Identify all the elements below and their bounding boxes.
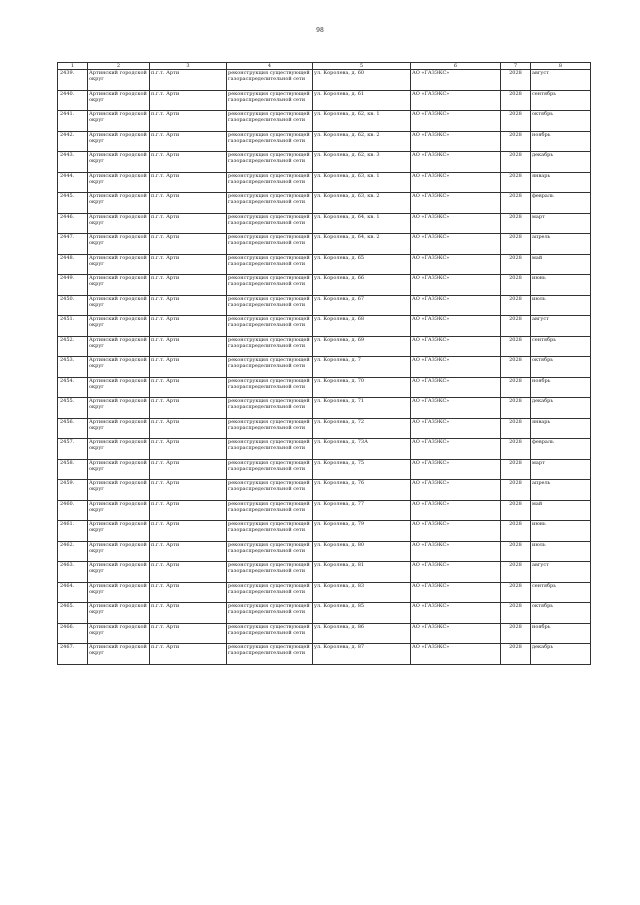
column-header: 2 bbox=[88, 63, 150, 70]
organization-cell: АО «ГАЗЭКС» bbox=[411, 172, 501, 193]
district-cell: Артинский городской округ bbox=[88, 521, 150, 542]
month-cell: август bbox=[531, 316, 591, 337]
month-cell: август bbox=[531, 562, 591, 583]
district-cell: Артинский городской округ bbox=[88, 644, 150, 665]
district-cell: Артинский городской округ bbox=[88, 275, 150, 296]
organization-cell: АО «ГАЗЭКС» bbox=[411, 541, 501, 562]
settlement-cell: п.г.т. Арти bbox=[150, 193, 227, 214]
year-cell: 2028 bbox=[501, 234, 531, 255]
table-row bbox=[58, 316, 591, 337]
settlement-cell: п.г.т. Арти bbox=[150, 295, 227, 316]
table-row bbox=[58, 377, 591, 398]
row-number-cell: 2451. bbox=[58, 316, 88, 337]
organization-cell: АО «ГАЗЭКС» bbox=[411, 439, 501, 460]
settlement-cell: п.г.т. Арти bbox=[150, 316, 227, 337]
address-cell: ул. Королева, д. 72 bbox=[313, 418, 411, 439]
row-number-cell: 2467. bbox=[58, 644, 88, 665]
organization-cell: АО «ГАЗЭКС» bbox=[411, 111, 501, 132]
work-type-cell: реконструкция существующей газораспределительной сети bbox=[227, 336, 313, 357]
settlement-cell: п.г.т. Арти bbox=[150, 644, 227, 665]
table-row bbox=[58, 254, 591, 275]
settlement-cell: п.г.т. Арти bbox=[150, 152, 227, 173]
month-cell: май bbox=[531, 254, 591, 275]
address-cell: ул. Королева, д. 73А bbox=[313, 439, 411, 460]
table-row bbox=[58, 275, 591, 296]
work-type-cell: реконструкция существующей газораспределительной сети bbox=[227, 254, 313, 275]
district-cell: Артинский городской округ bbox=[88, 111, 150, 132]
year-cell: 2028 bbox=[501, 562, 531, 583]
organization-cell: АО «ГАЗЭКС» bbox=[411, 398, 501, 419]
organization-cell: АО «ГАЗЭКС» bbox=[411, 152, 501, 173]
work-type-cell: реконструкция существующей газораспределительной сети bbox=[227, 562, 313, 583]
year-cell: 2028 bbox=[501, 213, 531, 234]
year-cell: 2028 bbox=[501, 644, 531, 665]
address-cell: ул. Королева, д. 81 bbox=[313, 562, 411, 583]
month-cell: ноябрь bbox=[531, 131, 591, 152]
settlement-cell: п.г.т. Арти bbox=[150, 623, 227, 644]
work-type-cell: реконструкция существующей газораспределительной сети bbox=[227, 603, 313, 624]
table-body bbox=[58, 70, 591, 665]
page-number: 98 bbox=[316, 27, 324, 34]
work-type-cell: реконструкция существующей газораспределительной сети bbox=[227, 500, 313, 521]
month-cell: январь bbox=[531, 172, 591, 193]
table-row bbox=[58, 172, 591, 193]
month-cell: ноябрь bbox=[531, 377, 591, 398]
row-number-cell: 2462. bbox=[58, 541, 88, 562]
settlement-cell: п.г.т. Арти bbox=[150, 459, 227, 480]
settlement-cell: п.г.т. Арти bbox=[150, 500, 227, 521]
district-cell: Артинский городской округ bbox=[88, 70, 150, 91]
address-cell: ул. Королева, д. 75 bbox=[313, 459, 411, 480]
district-cell: Артинский городской округ bbox=[88, 295, 150, 316]
table-row bbox=[58, 562, 591, 583]
year-cell: 2028 bbox=[501, 336, 531, 357]
year-cell: 2028 bbox=[501, 459, 531, 480]
settlement-cell: п.г.т. Арти bbox=[150, 213, 227, 234]
table-row bbox=[58, 398, 591, 419]
organization-cell: АО «ГАЗЭКС» bbox=[411, 603, 501, 624]
table-row bbox=[58, 234, 591, 255]
address-cell: ул. Королева, д. 62, кв. 2 bbox=[313, 131, 411, 152]
organization-cell: АО «ГАЗЭКС» bbox=[411, 500, 501, 521]
organization-cell: АО «ГАЗЭКС» bbox=[411, 254, 501, 275]
address-cell: ул. Королева, д. 64, кв. 1 bbox=[313, 213, 411, 234]
district-cell: Артинский городской округ bbox=[88, 459, 150, 480]
table-row bbox=[58, 336, 591, 357]
month-cell: октябрь bbox=[531, 357, 591, 378]
table-row bbox=[58, 459, 591, 480]
table-row bbox=[58, 439, 591, 460]
work-type-cell: реконструкция существующей газораспределительной сети bbox=[227, 644, 313, 665]
row-number-cell: 2453. bbox=[58, 357, 88, 378]
address-cell: ул. Королева, д. 62, кв. 3 bbox=[313, 152, 411, 173]
year-cell: 2028 bbox=[501, 254, 531, 275]
address-cell: ул. Королева, д. 77 bbox=[313, 500, 411, 521]
address-cell: ул. Королева, д. 85 bbox=[313, 603, 411, 624]
organization-cell: АО «ГАЗЭКС» bbox=[411, 480, 501, 501]
work-type-cell: реконструкция существующей газораспределительной сети bbox=[227, 193, 313, 214]
table-row bbox=[58, 418, 591, 439]
organization-cell: АО «ГАЗЭКС» bbox=[411, 644, 501, 665]
row-number-cell: 2455. bbox=[58, 398, 88, 419]
work-type-cell: реконструкция существующей газораспределительной сети bbox=[227, 541, 313, 562]
settlement-cell: п.г.т. Арти bbox=[150, 275, 227, 296]
district-cell: Артинский городской округ bbox=[88, 418, 150, 439]
district-cell: Артинский городской округ bbox=[88, 357, 150, 378]
work-type-cell: реконструкция существующей газораспределительной сети bbox=[227, 418, 313, 439]
district-cell: Артинский городской округ bbox=[88, 603, 150, 624]
organization-cell: АО «ГАЗЭКС» bbox=[411, 316, 501, 337]
month-cell: апрель bbox=[531, 234, 591, 255]
row-number-cell: 2461. bbox=[58, 521, 88, 542]
year-cell: 2028 bbox=[501, 521, 531, 542]
work-type-cell: реконструкция существующей газораспределительной сети bbox=[227, 70, 313, 91]
address-cell: ул. Королева, д. 86 bbox=[313, 623, 411, 644]
column-header: 4 bbox=[227, 63, 313, 70]
year-cell: 2028 bbox=[501, 377, 531, 398]
year-cell: 2028 bbox=[501, 582, 531, 603]
address-cell: ул. Королева, д. 65 bbox=[313, 254, 411, 275]
address-cell: ул. Королева, д. 66 bbox=[313, 275, 411, 296]
address-cell: ул. Королева, д. 63, кв. 1 bbox=[313, 172, 411, 193]
row-number-cell: 2454. bbox=[58, 377, 88, 398]
settlement-cell: п.г.т. Арти bbox=[150, 398, 227, 419]
table-row bbox=[58, 644, 591, 665]
row-number-cell: 2442. bbox=[58, 131, 88, 152]
organization-cell: АО «ГАЗЭКС» bbox=[411, 623, 501, 644]
address-cell: ул. Королева, д. 83 bbox=[313, 582, 411, 603]
row-number-cell: 2446. bbox=[58, 213, 88, 234]
year-cell: 2028 bbox=[501, 480, 531, 501]
district-cell: Артинский городской округ bbox=[88, 193, 150, 214]
year-cell: 2028 bbox=[501, 500, 531, 521]
table-row bbox=[58, 152, 591, 173]
settlement-cell: п.г.т. Арти bbox=[150, 541, 227, 562]
district-cell: Артинский городской округ bbox=[88, 316, 150, 337]
settlement-cell: п.г.т. Арти bbox=[150, 562, 227, 583]
district-cell: Артинский городской округ bbox=[88, 254, 150, 275]
row-number-cell: 2445. bbox=[58, 193, 88, 214]
month-cell: сентябрь bbox=[531, 582, 591, 603]
row-number-cell: 2439. bbox=[58, 70, 88, 91]
row-number-cell: 2447. bbox=[58, 234, 88, 255]
month-cell: август bbox=[531, 70, 591, 91]
column-header: 3 bbox=[150, 63, 227, 70]
address-cell: ул. Королева, д. 87 bbox=[313, 644, 411, 665]
settlement-cell: п.г.т. Арти bbox=[150, 234, 227, 255]
row-number-cell: 2456. bbox=[58, 418, 88, 439]
month-cell: декабрь bbox=[531, 398, 591, 419]
work-type-cell: реконструкция существующей газораспределительной сети bbox=[227, 357, 313, 378]
organization-cell: АО «ГАЗЭКС» bbox=[411, 275, 501, 296]
settlement-cell: п.г.т. Арти bbox=[150, 418, 227, 439]
work-type-cell: реконструкция существующей газораспределительной сети bbox=[227, 172, 313, 193]
settlement-cell: п.г.т. Арти bbox=[150, 521, 227, 542]
organization-cell: АО «ГАЗЭКС» bbox=[411, 131, 501, 152]
table-row bbox=[58, 90, 591, 111]
month-cell: февраль bbox=[531, 193, 591, 214]
organization-cell: АО «ГАЗЭКС» bbox=[411, 459, 501, 480]
organization-cell: АО «ГАЗЭКС» bbox=[411, 295, 501, 316]
district-cell: Артинский городской округ bbox=[88, 377, 150, 398]
district-cell: Артинский городской округ bbox=[88, 131, 150, 152]
row-number-cell: 2465. bbox=[58, 603, 88, 624]
work-type-cell: реконструкция существующей газораспределительной сети bbox=[227, 480, 313, 501]
work-type-cell: реконструкция существующей газораспределительной сети bbox=[227, 582, 313, 603]
settlement-cell: п.г.т. Арти bbox=[150, 111, 227, 132]
table-row bbox=[58, 603, 591, 624]
district-cell: Артинский городской округ bbox=[88, 172, 150, 193]
address-cell: ул. Королева, д. 79 bbox=[313, 521, 411, 542]
month-cell: октябрь bbox=[531, 111, 591, 132]
year-cell: 2028 bbox=[501, 623, 531, 644]
column-number-row bbox=[58, 63, 591, 70]
address-cell: ул. Королева, д. 7 bbox=[313, 357, 411, 378]
table-row bbox=[58, 582, 591, 603]
district-cell: Артинский городской округ bbox=[88, 439, 150, 460]
address-cell: ул. Королева, д. 64, кв. 2 bbox=[313, 234, 411, 255]
month-cell: июль bbox=[531, 541, 591, 562]
organization-cell: АО «ГАЗЭКС» bbox=[411, 234, 501, 255]
row-number-cell: 2448. bbox=[58, 254, 88, 275]
district-cell: Артинский городской округ bbox=[88, 90, 150, 111]
column-header: 8 bbox=[531, 63, 591, 70]
row-number-cell: 2457. bbox=[58, 439, 88, 460]
settlement-cell: п.г.т. Арти bbox=[150, 480, 227, 501]
work-type-cell: реконструкция существующей газораспределительной сети bbox=[227, 111, 313, 132]
table-row bbox=[58, 70, 591, 91]
work-type-cell: реконструкция существующей газораспределительной сети bbox=[227, 234, 313, 255]
row-number-cell: 2452. bbox=[58, 336, 88, 357]
table-row bbox=[58, 193, 591, 214]
organization-cell: АО «ГАЗЭКС» bbox=[411, 418, 501, 439]
settlement-cell: п.г.т. Арти bbox=[150, 603, 227, 624]
work-type-cell: реконструкция существующей газораспределительной сети bbox=[227, 316, 313, 337]
year-cell: 2028 bbox=[501, 603, 531, 624]
month-cell: март bbox=[531, 213, 591, 234]
settlement-cell: п.г.т. Арти bbox=[150, 377, 227, 398]
gas-network-table bbox=[57, 62, 591, 665]
settlement-cell: п.г.т. Арти bbox=[150, 357, 227, 378]
address-cell: ул. Королева, д. 63, кв. 2 bbox=[313, 193, 411, 214]
address-cell: ул. Королева, д. 62, кв. 1 bbox=[313, 111, 411, 132]
row-number-cell: 2441. bbox=[58, 111, 88, 132]
year-cell: 2028 bbox=[501, 111, 531, 132]
year-cell: 2028 bbox=[501, 541, 531, 562]
district-cell: Артинский городской округ bbox=[88, 152, 150, 173]
year-cell: 2028 bbox=[501, 275, 531, 296]
row-number-cell: 2463. bbox=[58, 562, 88, 583]
address-cell: ул. Королева, д. 76 bbox=[313, 480, 411, 501]
table-row bbox=[58, 623, 591, 644]
year-cell: 2028 bbox=[501, 152, 531, 173]
table-row bbox=[58, 295, 591, 316]
year-cell: 2028 bbox=[501, 439, 531, 460]
address-cell: ул. Королева, д. 60 bbox=[313, 70, 411, 91]
work-type-cell: реконструкция существующей газораспределительной сети bbox=[227, 275, 313, 296]
row-number-cell: 2466. bbox=[58, 623, 88, 644]
month-cell: март bbox=[531, 459, 591, 480]
row-number-cell: 2443. bbox=[58, 152, 88, 173]
year-cell: 2028 bbox=[501, 131, 531, 152]
table-row bbox=[58, 357, 591, 378]
organization-cell: АО «ГАЗЭКС» bbox=[411, 213, 501, 234]
work-type-cell: реконструкция существующей газораспределительной сети bbox=[227, 623, 313, 644]
organization-cell: АО «ГАЗЭКС» bbox=[411, 377, 501, 398]
address-cell: ул. Королева, д. 80 bbox=[313, 541, 411, 562]
address-cell: ул. Королева, д. 68 bbox=[313, 316, 411, 337]
month-cell: октябрь bbox=[531, 603, 591, 624]
row-number-cell: 2458. bbox=[58, 459, 88, 480]
year-cell: 2028 bbox=[501, 90, 531, 111]
row-number-cell: 2450. bbox=[58, 295, 88, 316]
month-cell: июнь bbox=[531, 521, 591, 542]
organization-cell: АО «ГАЗЭКС» bbox=[411, 336, 501, 357]
work-type-cell: реконструкция существующей газораспределительной сети bbox=[227, 295, 313, 316]
month-cell: декабрь bbox=[531, 644, 591, 665]
month-cell: январь bbox=[531, 418, 591, 439]
settlement-cell: п.г.т. Арти bbox=[150, 131, 227, 152]
district-cell: Артинский городской округ bbox=[88, 480, 150, 501]
organization-cell: АО «ГАЗЭКС» bbox=[411, 357, 501, 378]
work-type-cell: реконструкция существующей газораспределительной сети bbox=[227, 439, 313, 460]
address-cell: ул. Королева, д. 61 bbox=[313, 90, 411, 111]
year-cell: 2028 bbox=[501, 295, 531, 316]
organization-cell: АО «ГАЗЭКС» bbox=[411, 70, 501, 91]
year-cell: 2028 bbox=[501, 172, 531, 193]
column-header: 7 bbox=[501, 63, 531, 70]
year-cell: 2028 bbox=[501, 316, 531, 337]
month-cell: апрель bbox=[531, 480, 591, 501]
table-row bbox=[58, 521, 591, 542]
district-cell: Артинский городской округ bbox=[88, 336, 150, 357]
settlement-cell: п.г.т. Арти bbox=[150, 439, 227, 460]
table-row bbox=[58, 500, 591, 521]
month-cell: сентябрь bbox=[531, 90, 591, 111]
column-header: 5 bbox=[313, 63, 411, 70]
settlement-cell: п.г.т. Арти bbox=[150, 254, 227, 275]
address-cell: ул. Королева, д. 70 bbox=[313, 377, 411, 398]
organization-cell: АО «ГАЗЭКС» bbox=[411, 582, 501, 603]
district-cell: Артинский городской округ bbox=[88, 623, 150, 644]
month-cell: февраль bbox=[531, 439, 591, 460]
row-number-cell: 2464. bbox=[58, 582, 88, 603]
work-type-cell: реконструкция существующей газораспределительной сети bbox=[227, 521, 313, 542]
organization-cell: АО «ГАЗЭКС» bbox=[411, 90, 501, 111]
row-number-cell: 2449. bbox=[58, 275, 88, 296]
column-header: 1 bbox=[58, 63, 88, 70]
district-cell: Артинский городской округ bbox=[88, 398, 150, 419]
month-cell: июнь bbox=[531, 275, 591, 296]
month-cell: ноябрь bbox=[531, 623, 591, 644]
month-cell: май bbox=[531, 500, 591, 521]
work-type-cell: реконструкция существующей газораспределительной сети bbox=[227, 90, 313, 111]
settlement-cell: п.г.т. Арти bbox=[150, 70, 227, 91]
district-cell: Артинский городской округ bbox=[88, 213, 150, 234]
organization-cell: АО «ГАЗЭКС» bbox=[411, 521, 501, 542]
table-row bbox=[58, 541, 591, 562]
row-number-cell: 2444. bbox=[58, 172, 88, 193]
address-cell: ул. Королева, д. 71 bbox=[313, 398, 411, 419]
address-cell: ул. Королева, д. 67 bbox=[313, 295, 411, 316]
work-type-cell: реконструкция существующей газораспределительной сети bbox=[227, 398, 313, 419]
table-row bbox=[58, 111, 591, 132]
district-cell: Артинский городской округ bbox=[88, 541, 150, 562]
district-cell: Артинский городской округ bbox=[88, 582, 150, 603]
month-cell: июль bbox=[531, 295, 591, 316]
settlement-cell: п.г.т. Арти bbox=[150, 582, 227, 603]
year-cell: 2028 bbox=[501, 70, 531, 91]
district-cell: Артинский городской округ bbox=[88, 500, 150, 521]
work-type-cell: реконструкция существующей газораспределительной сети bbox=[227, 459, 313, 480]
year-cell: 2028 bbox=[501, 418, 531, 439]
settlement-cell: п.г.т. Арти bbox=[150, 90, 227, 111]
work-type-cell: реконструкция существующей газораспределительной сети bbox=[227, 152, 313, 173]
organization-cell: АО «ГАЗЭКС» bbox=[411, 193, 501, 214]
table-row bbox=[58, 131, 591, 152]
settlement-cell: п.г.т. Арти bbox=[150, 172, 227, 193]
year-cell: 2028 bbox=[501, 357, 531, 378]
column-header: 6 bbox=[411, 63, 501, 70]
district-cell: Артинский городской округ bbox=[88, 234, 150, 255]
year-cell: 2028 bbox=[501, 398, 531, 419]
organization-cell: АО «ГАЗЭКС» bbox=[411, 562, 501, 583]
row-number-cell: 2440. bbox=[58, 90, 88, 111]
work-type-cell: реконструкция существующей газораспределительной сети bbox=[227, 213, 313, 234]
settlement-cell: п.г.т. Арти bbox=[150, 336, 227, 357]
table-row bbox=[58, 480, 591, 501]
month-cell: декабрь bbox=[531, 152, 591, 173]
work-type-cell: реконструкция существующей газораспределительной сети bbox=[227, 377, 313, 398]
row-number-cell: 2459. bbox=[58, 480, 88, 501]
table-row bbox=[58, 213, 591, 234]
work-type-cell: реконструкция существующей газораспределительной сети bbox=[227, 131, 313, 152]
month-cell: сентябрь bbox=[531, 336, 591, 357]
row-number-cell: 2460. bbox=[58, 500, 88, 521]
district-cell: Артинский городской округ bbox=[88, 562, 150, 583]
address-cell: ул. Королева, д. 69 bbox=[313, 336, 411, 357]
year-cell: 2028 bbox=[501, 193, 531, 214]
